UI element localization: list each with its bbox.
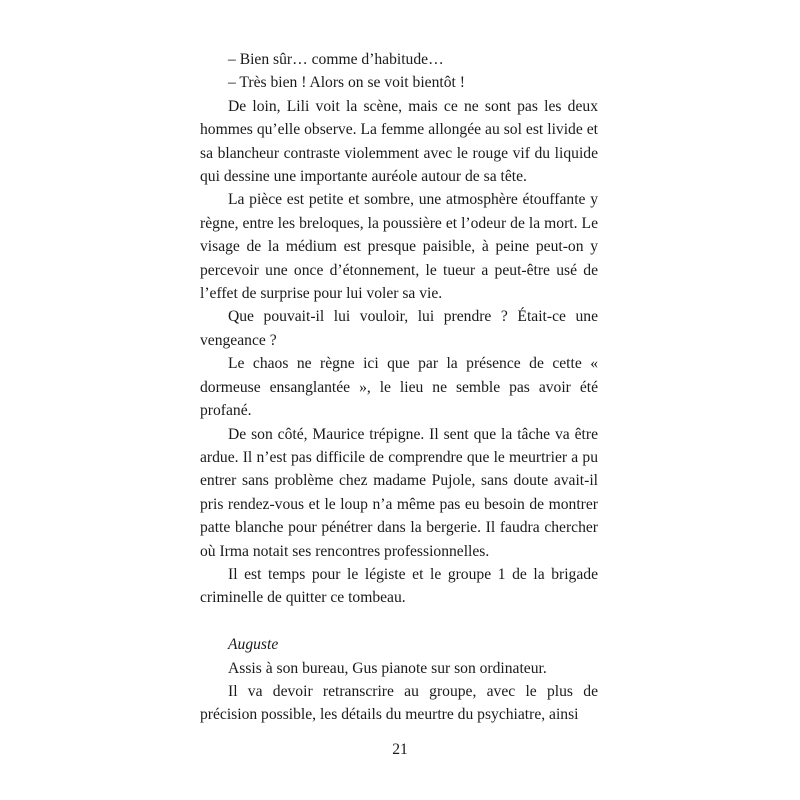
paragraph: Que pouvait-il lui vouloir, lui prendre ? Était-ce une vengeance ? <box>200 308 598 349</box>
paragraph: Le chaos ne règne ici que par la présence de cette « dormeuse ensanglantée », le lieu ne semble pas avoir été profané. <box>200 355 598 420</box>
paragraph: Il va devoir retranscrire au groupe, avec le plus de précision possible, les détails du meurtre du psychiatre, ainsi <box>200 682 598 724</box>
paragraph: – Très bien ! Alors on se voit bientôt ! <box>228 74 465 92</box>
section-heading: Auguste <box>228 636 279 654</box>
paragraph: De loin, Lili voit la scène, mais ce ne sont pas les deux hommes qu’elle observe. La femme allongée au sol est livide et sa blancheur contraste violemment avec le rouge vif du liquide qui dessine une importante auréole autour de sa tête. <box>200 97 598 186</box>
paragraph: La pièce est petite et sombre, une atmosphère étouffante y règne, entre les breloques, la poussière et l’odeur de la mort. Le visage de la médium est presque paisible, à peine peut-on y percevoir une once d’étonnement, le tueur a peut-être usé de l’effet de surprise pour lui voler sa vie. <box>200 191 598 303</box>
page-number: 21 <box>392 741 408 758</box>
paragraph: Il est temps pour le légiste et le groupe 1 de la brigade criminelle de quitter ce tombeau. <box>200 565 598 607</box>
section-break <box>200 610 598 633</box>
paragraph: De son côté, Maurice trépigne. Il sent que la tâche va être ardue. Il n’est pas difficile de comprendre que le meurtrier a pu entrer sans problème chez madame Pujole, sans doute avait-il pris rendez-vous et le loup n’a même pas eu besoin de montrer patte blanche pour pénétrer dans la bergerie. Il faudra chercher où Irma notait ses rencontres professionnelles. <box>200 425 598 560</box>
paragraph: – Bien sûr… comme d’habitude… <box>228 51 444 68</box>
paragraph: Assis à son bureau, Gus pianote sur son ordinateur. <box>228 659 547 677</box>
body-text <box>200 48 598 727</box>
